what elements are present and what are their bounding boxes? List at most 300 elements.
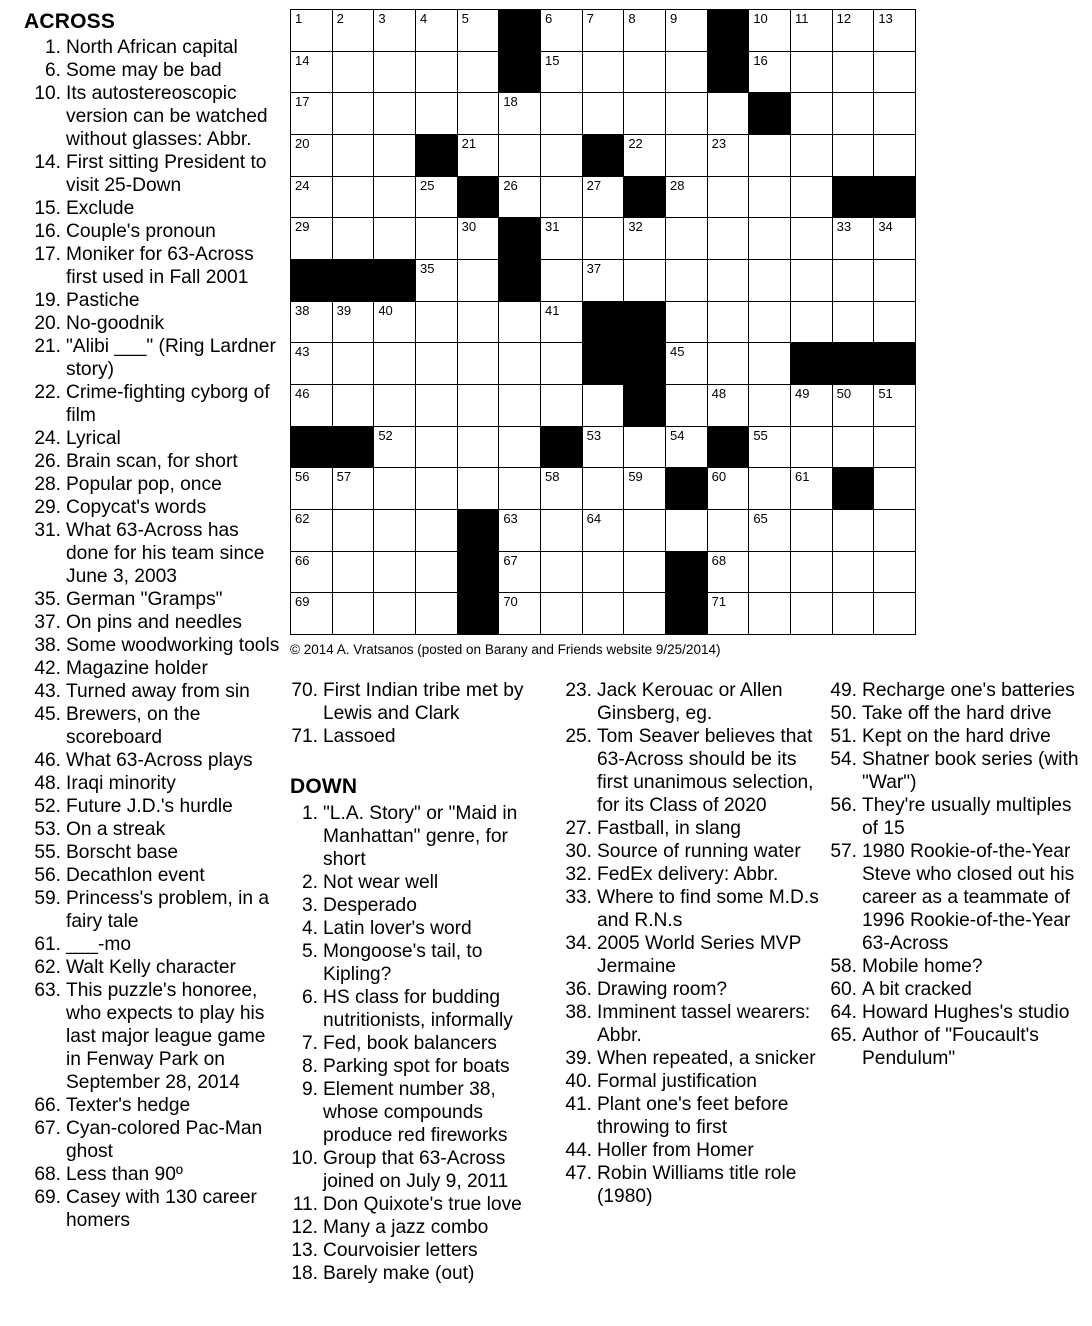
clue-number: 47. [565, 1163, 592, 1184]
grid-cell[interactable] [290, 92, 332, 134]
grid-cell[interactable] [540, 342, 582, 384]
grid-cell[interactable] [707, 509, 749, 551]
clue-text: Drawing room? [597, 979, 728, 1000]
across-clue [0, 887, 282, 933]
down-clue [291, 802, 551, 871]
grid-cell[interactable] [873, 217, 915, 259]
cell-number: 64 [586, 511, 602, 526]
grid-cell[interactable] [498, 176, 540, 218]
grid-cell[interactable] [748, 217, 790, 259]
grid-cell[interactable] [790, 467, 832, 509]
clue-number: 57. [830, 841, 857, 862]
grid-cell[interactable] [623, 467, 665, 509]
clue-text: Many a jazz combo [323, 1217, 489, 1238]
clue-text: Formal justification [597, 1071, 757, 1092]
black-square [498, 9, 540, 51]
clue-text: Tom Seaver believes that 63-Across should be its first unanimous selection, for its Class of 2020 [597, 726, 814, 816]
grid-cell[interactable] [582, 426, 624, 468]
grid-cell[interactable] [665, 509, 707, 551]
grid-cell[interactable] [790, 592, 832, 634]
grid-cell[interactable] [290, 217, 332, 259]
clue-text: They're usually multiples of 15 [862, 795, 1072, 839]
clue-text: FedEx delivery: Abbr. [597, 864, 779, 885]
grid-cell[interactable] [373, 9, 415, 51]
grid-cell[interactable] [415, 51, 457, 93]
grid-cell[interactable] [290, 9, 332, 51]
grid-cell[interactable] [457, 384, 499, 426]
black-square [832, 176, 874, 218]
grid-cell[interactable] [748, 592, 790, 634]
clue-text: Howard Hughes's studio [862, 1002, 1070, 1023]
grid-cell[interactable] [748, 384, 790, 426]
down-clue [565, 840, 825, 863]
grid-cell[interactable] [707, 217, 749, 259]
grid-cell[interactable] [832, 509, 874, 551]
grid-cell[interactable] [748, 51, 790, 93]
grid-cell[interactable] [873, 301, 915, 343]
grid-cell[interactable] [457, 259, 499, 301]
grid-cell[interactable] [540, 592, 582, 634]
grid-cell[interactable] [582, 92, 624, 134]
grid-cell[interactable] [540, 176, 582, 218]
grid-cell[interactable] [373, 134, 415, 176]
grid-cell[interactable] [623, 551, 665, 593]
grid-cell[interactable] [373, 467, 415, 509]
grid-cell[interactable] [582, 9, 624, 51]
grid-cell[interactable] [332, 176, 374, 218]
grid-cell[interactable] [748, 134, 790, 176]
clue-text: Less than 90º [66, 1164, 183, 1185]
clue-number: 33. [565, 887, 592, 908]
clue-number: 10. [34, 83, 61, 104]
grid-cell[interactable] [748, 301, 790, 343]
cell-number: 28 [670, 177, 685, 193]
copyright-notice: © 2014 A. Vratsanos (posted on Barany and Friends website 9/25/2014) [290, 642, 721, 657]
grid-cell[interactable] [623, 259, 665, 301]
grid-cell[interactable] [665, 217, 707, 259]
grid-cell[interactable] [748, 9, 790, 51]
grid-cell[interactable] [457, 51, 499, 93]
grid-cell[interactable] [332, 92, 374, 134]
grid-cell[interactable] [540, 384, 582, 426]
grid-cell[interactable] [373, 426, 415, 468]
clue-number: 24. [34, 428, 61, 449]
across-clue [0, 312, 282, 335]
down-clue [565, 1047, 825, 1070]
black-square [332, 259, 374, 301]
grid-cell[interactable] [373, 301, 415, 343]
grid-cell[interactable] [540, 51, 582, 93]
clue-text: Where to find some M.D.s and R.N.s [597, 887, 819, 931]
grid-cell[interactable] [623, 509, 665, 551]
grid-cell[interactable] [790, 217, 832, 259]
cell-number: 8 [628, 11, 636, 26]
grid-cell[interactable] [665, 9, 707, 51]
grid-cell[interactable] [290, 467, 332, 509]
cell-number: 14 [295, 52, 310, 68]
clue-text: Cyan-colored Pac-Man ghost [66, 1118, 263, 1162]
clue-number: 71. [291, 726, 318, 747]
grid-cell[interactable] [332, 9, 374, 51]
grid-cell[interactable] [582, 592, 624, 634]
down-clue [565, 978, 825, 1001]
black-square [582, 134, 624, 176]
clue-text: Imminent tassel wearers: Abbr. [597, 1002, 811, 1046]
grid-cell[interactable] [873, 426, 915, 468]
clue-text: First Indian tribe met by Lewis and Clark [323, 680, 524, 724]
cell-number: 40 [378, 302, 393, 318]
across-clue [0, 611, 282, 634]
grid-cell[interactable] [415, 509, 457, 551]
grid-cell[interactable] [665, 51, 707, 93]
grid-cell[interactable] [790, 384, 832, 426]
grid-cell[interactable] [790, 509, 832, 551]
black-square [498, 259, 540, 301]
grid-cell[interactable] [707, 592, 749, 634]
clue-number: 70. [291, 680, 318, 701]
grid-cell[interactable] [832, 426, 874, 468]
grid-cell[interactable] [540, 259, 582, 301]
cell-number: 9 [670, 11, 678, 26]
clue-number: 52. [34, 796, 61, 817]
cell-number: 71 [711, 594, 727, 610]
grid-cell[interactable] [582, 51, 624, 93]
cell-number: 22 [628, 136, 643, 151]
grid-cell[interactable] [748, 176, 790, 218]
cell-number: 68 [711, 552, 727, 568]
grid-cell[interactable] [665, 176, 707, 218]
across-clue [0, 841, 282, 864]
clue-number: 32. [565, 864, 592, 885]
clue-number: 55. [34, 842, 61, 863]
grid-cell[interactable] [748, 259, 790, 301]
grid-cell[interactable] [832, 92, 874, 134]
grid-cell[interactable] [540, 9, 582, 51]
grid-cell[interactable] [415, 92, 457, 134]
grid-cell[interactable] [415, 217, 457, 259]
grid-cell[interactable] [665, 384, 707, 426]
grid-cell[interactable] [373, 384, 415, 426]
cell-number: 24 [295, 177, 310, 193]
grid-cell[interactable] [623, 9, 665, 51]
down-clue [291, 1262, 551, 1285]
grid-cell[interactable] [873, 9, 915, 51]
grid-cell[interactable] [373, 592, 415, 634]
grid-cell[interactable] [498, 134, 540, 176]
grid-cell[interactable] [332, 592, 374, 634]
across-clue [0, 59, 282, 82]
grid-cell[interactable] [290, 51, 332, 93]
cell-number: 61 [795, 469, 810, 485]
grid-cell[interactable] [832, 259, 874, 301]
grid-cell[interactable] [290, 384, 332, 426]
down-clue [291, 1032, 551, 1055]
grid-cell[interactable] [665, 342, 707, 384]
grid-cell[interactable] [415, 259, 457, 301]
grid-cell[interactable] [540, 509, 582, 551]
down-clue-list-column-2 [565, 679, 825, 1208]
grid-cell[interactable] [582, 551, 624, 593]
grid-cell[interactable] [873, 51, 915, 93]
grid-cell[interactable] [332, 551, 374, 593]
black-square [790, 342, 832, 384]
clue-number: 3. [301, 895, 318, 916]
clue-text: Some may be bad [66, 60, 222, 81]
grid-cell[interactable] [498, 301, 540, 343]
grid-cell[interactable] [707, 384, 749, 426]
grid-cell[interactable] [873, 592, 915, 634]
grid-cell[interactable] [873, 384, 915, 426]
grid-cell[interactable] [873, 509, 915, 551]
grid-cell[interactable] [832, 301, 874, 343]
clue-number: 59. [34, 888, 61, 909]
grid-cell[interactable] [332, 134, 374, 176]
grid-cell[interactable] [332, 217, 374, 259]
cell-number: 34 [878, 219, 893, 235]
grid-cell[interactable] [290, 301, 332, 343]
grid-cell[interactable] [790, 176, 832, 218]
grid-cell[interactable] [498, 384, 540, 426]
grid-cell[interactable] [790, 301, 832, 343]
black-square [623, 176, 665, 218]
grid-cell[interactable] [790, 259, 832, 301]
grid-cell[interactable] [790, 9, 832, 51]
grid-cell[interactable] [332, 509, 374, 551]
clue-number: 38. [34, 635, 61, 656]
grid-cell[interactable] [748, 426, 790, 468]
clue-text: Crime-fighting cyborg of film [66, 382, 270, 426]
grid-cell[interactable] [290, 509, 332, 551]
grid-cell[interactable] [457, 134, 499, 176]
grid-cell[interactable] [623, 51, 665, 93]
grid-cell[interactable] [457, 301, 499, 343]
grid-cell[interactable] [707, 92, 749, 134]
grid-cell[interactable] [290, 342, 332, 384]
grid-cell[interactable] [790, 134, 832, 176]
grid-cell[interactable] [790, 51, 832, 93]
clue-text: HS class for budding nutritionists, informally [323, 987, 513, 1031]
grid-cell[interactable] [582, 217, 624, 259]
grid-cell[interactable] [373, 51, 415, 93]
grid-cell[interactable] [707, 134, 749, 176]
grid-cell[interactable] [707, 176, 749, 218]
grid-cell[interactable] [457, 217, 499, 259]
clue-text: Brain scan, for short [66, 451, 238, 472]
grid-cell[interactable] [832, 592, 874, 634]
clue-text: What 63-Across plays [66, 750, 253, 771]
clue-text: 2005 World Series MVP Jermaine [597, 933, 802, 977]
clue-number: 44. [565, 1140, 592, 1161]
cell-number: 18 [503, 94, 518, 110]
grid-cell[interactable] [707, 467, 749, 509]
grid-cell[interactable] [665, 301, 707, 343]
grid-cell[interactable] [373, 217, 415, 259]
clue-text: Kept on the hard drive [862, 726, 1051, 747]
grid-cell[interactable] [790, 551, 832, 593]
grid-cell[interactable] [832, 384, 874, 426]
cell-number: 62 [295, 511, 310, 526]
clue-text: Casey with 130 career homers [66, 1187, 257, 1231]
grid-cell[interactable] [707, 259, 749, 301]
clue-number: 30. [565, 841, 592, 862]
grid-cell[interactable] [332, 342, 374, 384]
grid-cell[interactable] [332, 467, 374, 509]
grid-cell[interactable] [415, 301, 457, 343]
cell-number: 55 [753, 427, 768, 443]
grid-cell[interactable] [623, 592, 665, 634]
grid-cell[interactable] [373, 342, 415, 384]
clue-number: 38. [565, 1002, 592, 1023]
grid-cell[interactable] [707, 551, 749, 593]
grid-cell[interactable] [498, 342, 540, 384]
clue-number: 61. [34, 934, 61, 955]
across-clue [0, 450, 282, 473]
clue-text: No-goodnik [66, 313, 165, 334]
across-clue [0, 496, 282, 519]
grid-cell[interactable] [540, 467, 582, 509]
grid-cell[interactable] [623, 92, 665, 134]
grid-cell[interactable] [373, 551, 415, 593]
clue-text: Desperado [323, 895, 417, 916]
grid-cell[interactable] [832, 551, 874, 593]
grid-cell[interactable] [290, 134, 332, 176]
clue-text: Exclude [66, 198, 135, 219]
cell-number: 11 [795, 11, 809, 26]
grid-cell[interactable] [623, 426, 665, 468]
cell-number: 27 [586, 177, 602, 193]
cell-number: 7 [586, 11, 594, 26]
grid-cell[interactable] [582, 176, 624, 218]
clue-text: Borscht base [66, 842, 178, 863]
grid-cell[interactable] [582, 509, 624, 551]
grid-cell[interactable] [832, 217, 874, 259]
grid-cell[interactable] [748, 467, 790, 509]
grid-cell[interactable] [873, 551, 915, 593]
grid-cell[interactable] [540, 92, 582, 134]
grid-cell[interactable] [748, 551, 790, 593]
grid-cell[interactable] [665, 134, 707, 176]
down-clue [565, 1139, 825, 1162]
grid-cell[interactable] [582, 467, 624, 509]
grid-cell[interactable] [582, 384, 624, 426]
grid-cell[interactable] [415, 9, 457, 51]
grid-cell[interactable] [415, 176, 457, 218]
grid-cell[interactable] [623, 134, 665, 176]
grid-cell[interactable] [332, 51, 374, 93]
cell-number: 58 [545, 469, 560, 485]
grid-cell[interactable] [498, 467, 540, 509]
grid-cell[interactable] [498, 426, 540, 468]
grid-cell[interactable] [498, 509, 540, 551]
clue-text: "L.A. Story" or "Maid in Manhattan" genre, for short [323, 803, 518, 870]
grid-cell[interactable] [457, 9, 499, 51]
grid-cell[interactable] [540, 301, 582, 343]
clue-text: Fed, book balancers [323, 1033, 497, 1054]
grid-cell[interactable] [873, 92, 915, 134]
grid-cell[interactable] [415, 551, 457, 593]
down-clue [830, 1024, 1092, 1070]
clue-number: 66. [34, 1095, 61, 1116]
grid-cell[interactable] [457, 467, 499, 509]
grid-cell[interactable] [707, 342, 749, 384]
grid-cell[interactable] [373, 509, 415, 551]
clue-number: 31. [34, 520, 61, 541]
clue-number: 45. [34, 704, 61, 725]
across-clue [0, 864, 282, 887]
grid-cell[interactable] [332, 301, 374, 343]
black-square [707, 51, 749, 93]
clue-number: 62. [34, 957, 61, 978]
grid-cell[interactable] [373, 176, 415, 218]
clue-text: Latin lover's word [323, 918, 472, 939]
grid-cell[interactable] [748, 342, 790, 384]
down-clue [565, 817, 825, 840]
grid-cell[interactable] [415, 384, 457, 426]
down-clue [291, 917, 551, 940]
across-clue [0, 749, 282, 772]
clue-number: 49. [830, 680, 857, 701]
grid-cell[interactable] [873, 259, 915, 301]
clue-text: Magazine holder [66, 658, 208, 679]
clue-text: Texter's hedge [66, 1095, 191, 1116]
black-square [832, 467, 874, 509]
across-clue [0, 220, 282, 243]
grid-cell[interactable] [873, 134, 915, 176]
down-clue [565, 1001, 825, 1047]
grid-cell[interactable] [832, 51, 874, 93]
grid-cell[interactable] [790, 426, 832, 468]
grid-cell[interactable] [415, 592, 457, 634]
grid-cell[interactable] [832, 9, 874, 51]
grid-cell[interactable] [873, 467, 915, 509]
across-clue [0, 519, 282, 588]
grid-cell[interactable] [790, 92, 832, 134]
grid-cell[interactable] [582, 259, 624, 301]
grid-cell[interactable] [832, 134, 874, 176]
grid-cell[interactable] [373, 92, 415, 134]
clue-number: 18. [291, 1263, 318, 1284]
grid-cell[interactable] [290, 592, 332, 634]
grid-cell[interactable] [707, 301, 749, 343]
clue-number: 39. [565, 1048, 592, 1069]
grid-cell[interactable] [623, 217, 665, 259]
grid-cell[interactable] [498, 551, 540, 593]
clue-text: Copycat's words [66, 497, 207, 518]
clue-text: Its autostereoscopic version can be watched without glasses: Abbr. [66, 83, 268, 150]
across-clue [0, 1163, 282, 1186]
grid-cell[interactable] [332, 384, 374, 426]
black-square [707, 9, 749, 51]
grid-cell[interactable] [665, 259, 707, 301]
grid-cell[interactable] [457, 426, 499, 468]
grid-cell[interactable] [498, 592, 540, 634]
grid-cell[interactable] [748, 509, 790, 551]
grid-cell[interactable] [415, 426, 457, 468]
grid-cell[interactable] [665, 426, 707, 468]
grid-cell[interactable] [540, 551, 582, 593]
grid-cell[interactable] [540, 134, 582, 176]
grid-cell[interactable] [290, 176, 332, 218]
grid-cell[interactable] [540, 217, 582, 259]
grid-cell[interactable] [415, 342, 457, 384]
grid-cell[interactable] [457, 92, 499, 134]
grid-cell[interactable] [665, 92, 707, 134]
grid-cell[interactable] [457, 342, 499, 384]
grid-cell[interactable] [415, 467, 457, 509]
grid-cell[interactable] [290, 551, 332, 593]
clue-number: 22. [34, 382, 61, 403]
grid-cell[interactable] [498, 92, 540, 134]
